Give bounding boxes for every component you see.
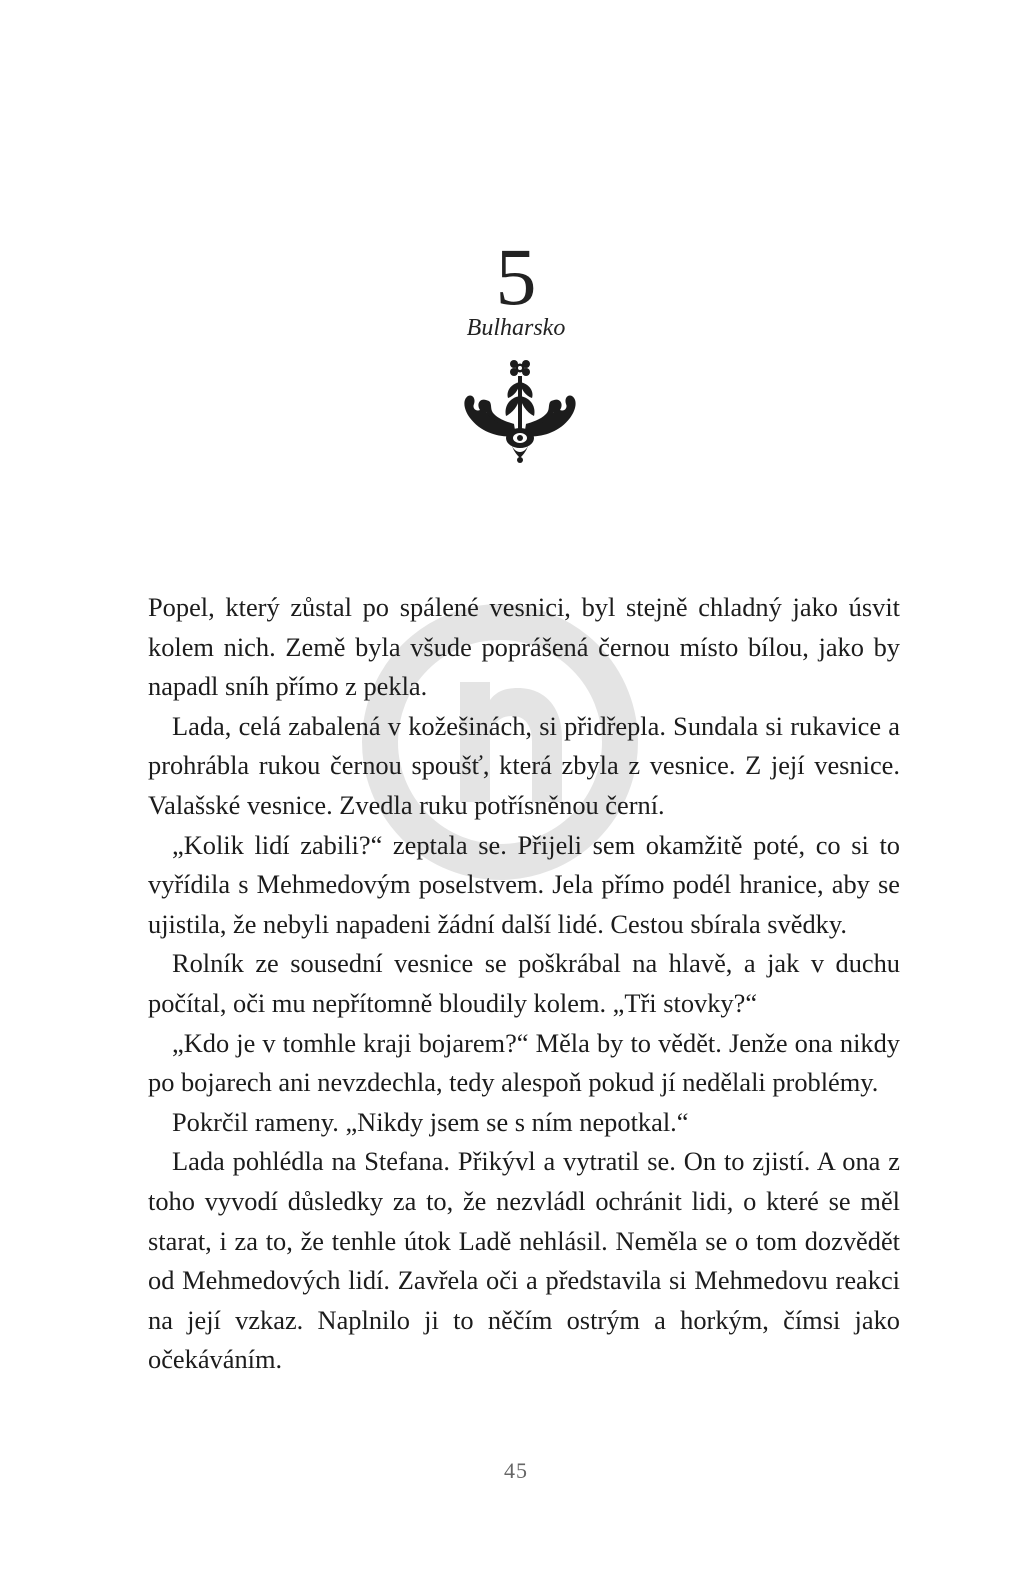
paragraph: Pokrčil rameny. „Nikdy jsem se s ním nepotkal.“ [172,1106,689,1137]
chapter-subtitle: Bulharsko [466,315,566,341]
paragraph: „Kdo je v tomhle kraji bojarem?“ Měla by to vědět. Jenže ona nikdy po bojarech ani nevzdechla, tedy alespoň pokud jí nedělali problémy. [148,1027,900,1098]
chapter-text [148,588,900,1380]
paragraph: Rolník ze sousední vesnice se poškrábal na hlavě, a jak v duchu počítal, oči mu nepřítomně bloudily kolem. „Tři stovky?“ [148,948,900,1018]
paragraph: Lada pohlédla na Stefana. Přikývl a vytratil se. On to zjistí. A ona z toho vyvodí důsledky za to, že nezvládl ochránit lidi, o které se měl starat, i za to, že tenhle útok Ladě nehlásil. Neměla se o tom dozvědět od Mehmedových lidí. Zavřela oči a představila si Mehmedovu reakci na její vzkaz. Naplnilo ji to něčím ostrým a horkým, čímsi jako očekáváním. [148,1146,900,1375]
paragraph: „Kolik lidí zabili?“ zeptala se. Přijeli sem okamžitě poté, co si to vyřídila s Mehmedovým poselstvem. Jela přímo podél hranice, aby se ujistila, že nebyli napadeni žádní další lidé. Cestou sbírala svědky. [148,829,900,939]
paragraph: Popel, který zůstal po spálené vesnici, byl stejně chladný jako úsvit kolem nich. Země byla všude poprášená černou místo bílou, jako by napadl sníh přímo z pekla. [148,592,900,702]
page-number: 45 [504,1458,528,1483]
floral-ornament-icon [456,358,584,464]
chapter-number: 5 [495,231,537,322]
paragraph: Lada, celá zabalená v kožešinách, si přidřepla. Sundala si rukavice a prohrábla rukou černou spoušť, která zbyla z vesnice. Z její vesnice. Valašské vesnice. Zvedla ruku potřísněnou černí. [148,710,900,820]
